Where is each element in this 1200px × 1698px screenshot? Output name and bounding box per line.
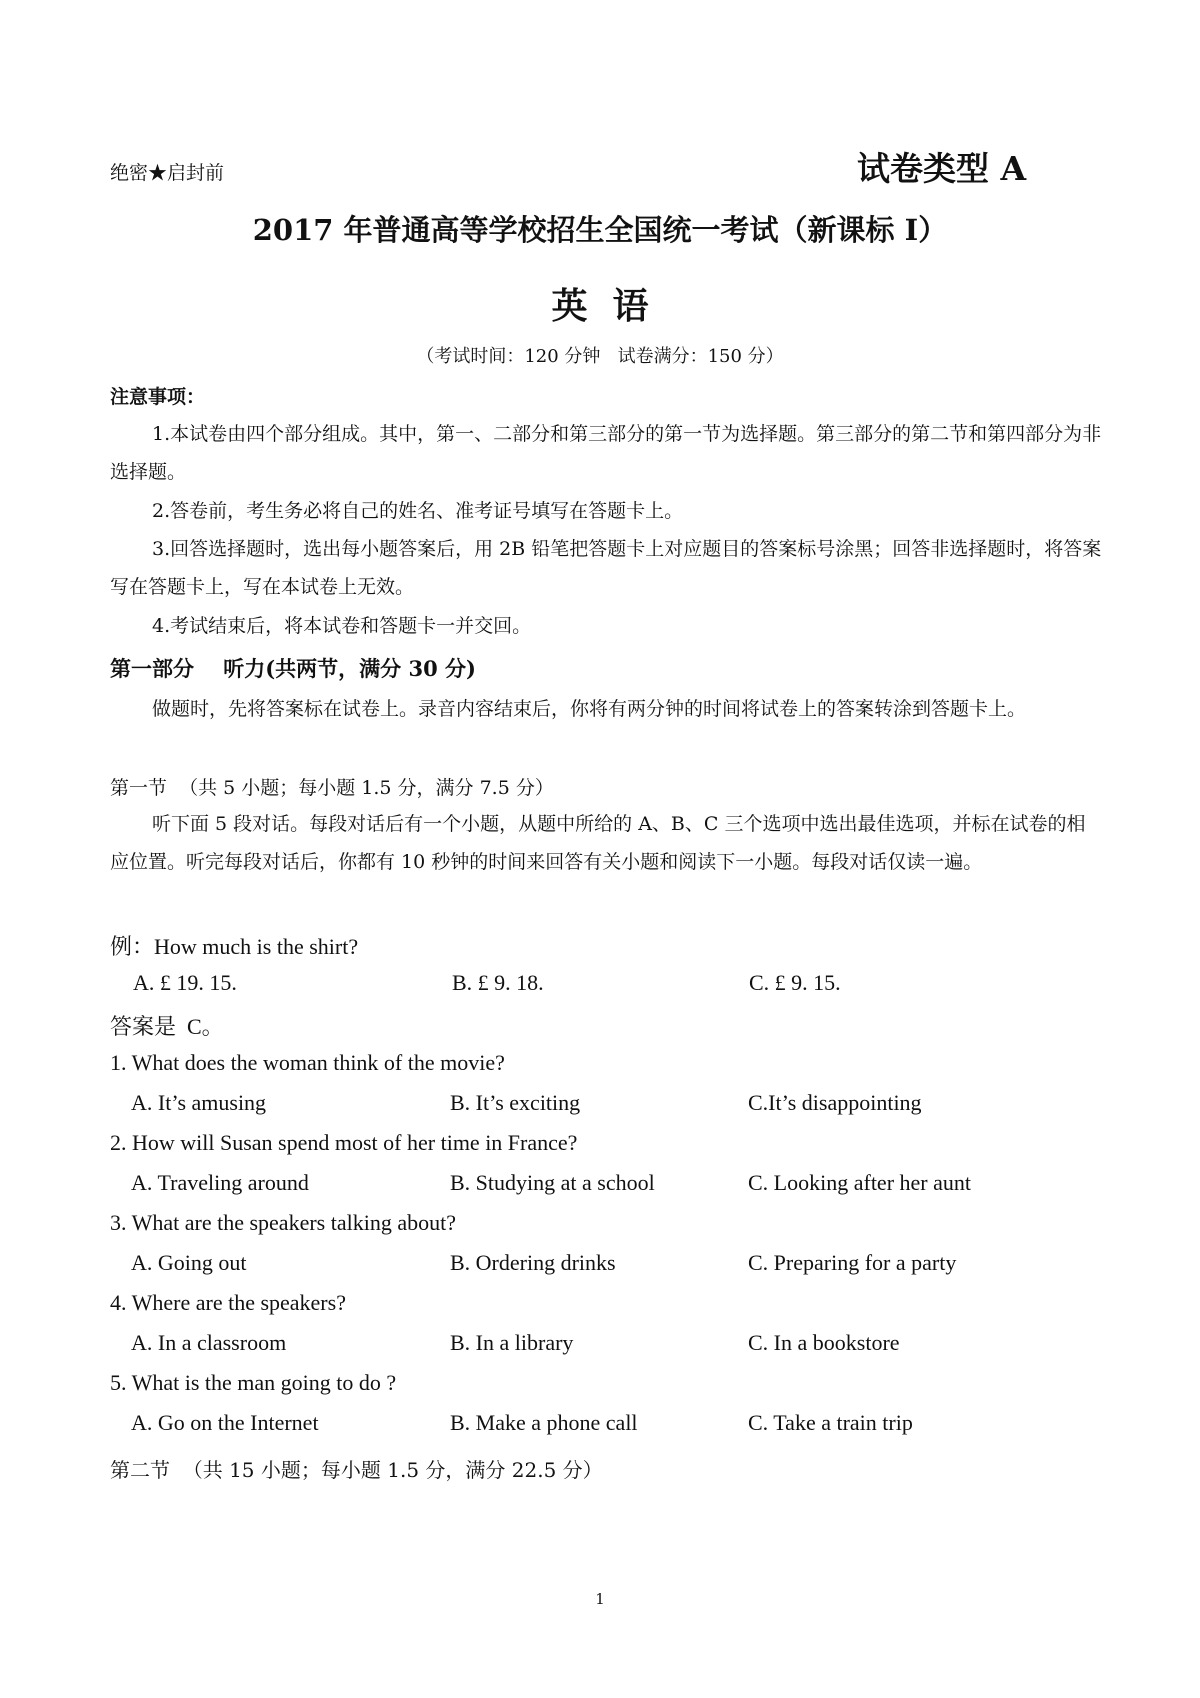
note-item: 1.本试卷由四个部分组成。其中，第一、二部分和第三部分的第一节为选择题。第三部分的第二节和第四部分为非选择题。	[110, 423, 1102, 483]
question-5-option-c: C. Take a train trip	[748, 1410, 913, 1435]
question-4-option-c: C. In a bookstore	[748, 1330, 900, 1355]
note-item: 2.答卷前，考生务必将自己的姓名、准考证号填写在答题卡上。	[152, 500, 684, 522]
example-option-b: B. £ 9. 18.	[452, 970, 544, 995]
question-3-option-c: C. Preparing for a party	[748, 1250, 957, 1275]
example-option-a: A. £ 19. 15.	[133, 970, 237, 995]
question-1-option-c: C.It’s disappointing	[748, 1090, 922, 1115]
question-3-option-a: A. Going out	[131, 1250, 247, 1275]
question-1: 1. What does the woman think of the movie?	[110, 1050, 505, 1075]
example-question: 例：How much is the shirt?	[110, 934, 359, 959]
section1-instruction: 听下面 5 段对话。每段对话后有一个小题，从题中所给的 A、B、C 三个选项中选出最佳选项，并标在试卷的相应位置。听完每段对话后，你都有 10 秒钟的时间来回答有关小题和阅读下一小题。每段对话仅读一遍。	[110, 813, 1086, 873]
question-2-option-a: A. Traveling around	[131, 1170, 309, 1195]
question-4-option-b: B. In a library	[450, 1330, 574, 1355]
question-1-option-b: B. It’s exciting	[450, 1090, 581, 1115]
question-1-option-a: A. It’s amusing	[131, 1090, 267, 1115]
note-item: 3.回答选择题时，选出每小题答案后，用 2B 铅笔把答题卡上对应题目的答案标号涂黑；回答非选择题时，将答案写在答题卡上，写在本试卷上无效。	[110, 538, 1102, 598]
exam-info: （考试时间：120 分钟 试卷满分：150 分）	[416, 346, 784, 367]
question-5-option-a: A. Go on the Internet	[131, 1410, 319, 1435]
question-4: 4. Where are the speakers?	[110, 1290, 346, 1315]
part1-heading: 第一部分 听力(共两节，满分 30 分)	[110, 656, 476, 681]
question-2-option-c: C. Looking after her aunt	[748, 1170, 971, 1195]
notes-heading: 注意事项：	[110, 386, 206, 408]
part1-instruction: 做题时，先将答案标在试卷上。录音内容结束后，你将有两分钟的时间将试卷上的答案转涂到答题卡上。	[152, 698, 1027, 720]
question-5: 5. What is the man going to do ?	[110, 1370, 397, 1395]
confidential-label: 绝密★启封前	[110, 162, 225, 184]
section1-heading: 第一节 （共 5 小题；每小题 1.5 分，满分 7.5 分）	[110, 777, 554, 799]
page-number: 1	[595, 1590, 605, 1608]
question-4-option-a: A. In a classroom	[131, 1330, 287, 1355]
question-3: 3. What are the speakers talking about?	[110, 1210, 456, 1235]
question-2-option-b: B. Studying at a school	[450, 1170, 655, 1195]
paper-type: 试卷类型 A	[857, 149, 1027, 188]
exam-title: 2017 年普通高等学校招生全国统一考试（新课标 I）	[252, 213, 948, 247]
example-answer: 答案是 C。	[110, 1014, 224, 1039]
example-option-c: C. £ 9. 15.	[749, 970, 841, 995]
question-3-option-b: B. Ordering drinks	[450, 1250, 616, 1275]
question-2: 2. How will Susan spend most of her time in France?	[110, 1130, 578, 1155]
note-item: 4.考试结束后，将本试卷和答题卡一并交回。	[152, 615, 532, 637]
subject-title: 英 语	[551, 285, 649, 327]
section2-heading: 第二节 （共 15 小题；每小题 1.5 分，满分 22.5 分）	[110, 1458, 603, 1482]
question-5-option-b: B. Make a phone call	[450, 1410, 638, 1435]
